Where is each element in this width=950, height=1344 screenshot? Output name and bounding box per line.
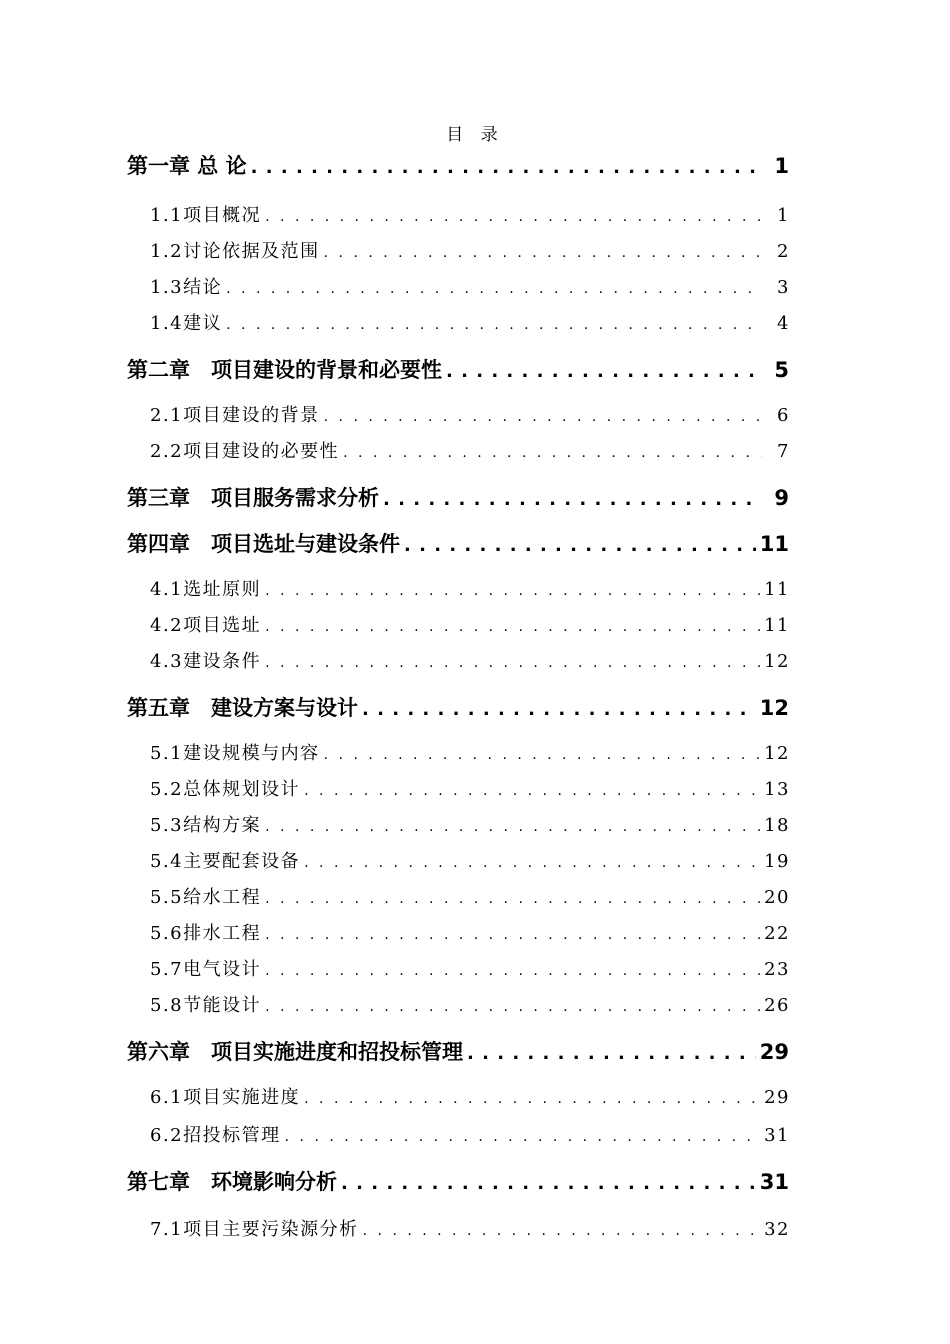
toc-section-5-5[interactable] [150, 883, 790, 909]
leader-dots [363, 1223, 760, 1239]
leader-dots [404, 535, 756, 556]
toc-label: 5.7电气设计 [150, 959, 262, 980]
toc-label: 第六章 项目实施进度和招投标管理 [127, 1040, 463, 1064]
leader-dots [265, 819, 760, 835]
toc-section-5-6[interactable] [150, 919, 790, 945]
toc-label: 1.2讨论依据及范围 [150, 241, 320, 262]
toc-page-number: 29 [764, 1087, 790, 1108]
toc-label: 5.8节能设计 [150, 995, 262, 1016]
toc-page-number: 5 [774, 358, 789, 382]
toc-section-5-8[interactable] [150, 991, 790, 1017]
leader-dots [265, 583, 760, 599]
toc-chapter-4[interactable] [127, 528, 789, 558]
toc-page-number: 4 [777, 313, 790, 334]
toc-section-6-1[interactable] [150, 1083, 790, 1109]
toc-page-number: 11 [759, 532, 789, 556]
toc-page-number: 31 [759, 1170, 789, 1194]
toc-label: 第七章 环境影响分析 [127, 1170, 337, 1194]
toc-section-2-1[interactable] [150, 401, 790, 427]
toc-section-1-3[interactable] [150, 273, 790, 299]
toc-page-number: 1 [777, 205, 790, 226]
toc-label: 第四章 项目选址与建设条件 [127, 532, 400, 556]
toc-label: 6.2招投标管理 [150, 1125, 281, 1146]
toc-label: 2.1项目建设的背景 [150, 405, 320, 426]
toc-section-5-2[interactable] [150, 775, 790, 801]
toc-chapter-2[interactable] [127, 354, 789, 384]
toc-label: 2.2项目建设的必要性 [150, 441, 340, 462]
leader-dots [343, 445, 762, 461]
leader-dots [285, 1129, 760, 1145]
toc-label: 5.5给水工程 [150, 887, 262, 908]
toc-section-4-1[interactable] [150, 575, 790, 601]
toc-label: 5.4主要配套设备 [150, 851, 301, 872]
toc-section-2-2[interactable] [150, 437, 790, 463]
toc-label: 6.1项目实施进度 [150, 1087, 301, 1108]
toc-label: 1.1项目概况 [150, 205, 262, 226]
toc-section-5-4[interactable] [150, 847, 790, 873]
leader-dots [362, 699, 756, 720]
toc-page-number: 9 [774, 486, 789, 510]
toc-page-number: 11 [764, 579, 790, 600]
toc-section-1-4[interactable] [150, 309, 790, 335]
toc-page-number: 13 [764, 779, 790, 800]
leader-dots [446, 361, 761, 382]
toc-page-number: 12 [764, 651, 790, 672]
leader-dots [265, 891, 760, 907]
toc-section-5-7[interactable] [150, 955, 790, 981]
toc-page-number: 19 [764, 851, 790, 872]
toc-section-5-3[interactable] [150, 811, 790, 837]
toc-page-number: 12 [764, 743, 790, 764]
toc-page-number: 31 [764, 1125, 790, 1146]
toc-page-number: 2 [777, 241, 790, 262]
leader-dots [251, 157, 761, 178]
leader-dots [304, 1091, 760, 1107]
leader-dots [324, 245, 762, 261]
toc-label: 4.1选址原则 [150, 579, 262, 600]
toc-label: 5.1建设规模与内容 [150, 743, 320, 764]
toc-page-number: 6 [777, 405, 790, 426]
leader-dots [265, 209, 762, 225]
leader-dots [265, 963, 760, 979]
toc-label: 5.6排水工程 [150, 923, 262, 944]
leader-dots [304, 783, 760, 799]
toc-chapter-3[interactable] [127, 482, 789, 512]
toc-section-6-2[interactable] [150, 1121, 790, 1147]
toc-page-number: 29 [759, 1040, 789, 1064]
toc-page-number: 3 [777, 277, 790, 298]
toc-chapter-5[interactable] [127, 692, 789, 722]
toc-section-4-2[interactable] [150, 611, 790, 637]
leader-dots [265, 619, 760, 635]
toc-section-1-1[interactable] [150, 201, 790, 227]
toc-label: 1.4建议 [150, 313, 223, 334]
toc-label: 5.2总体规划设计 [150, 779, 301, 800]
toc-page-number: 12 [759, 696, 789, 720]
leader-dots [341, 1173, 756, 1194]
toc-label: 第一章 总 论 [127, 154, 247, 178]
toc-page-number: 22 [764, 923, 790, 944]
toc-page-number: 1 [774, 154, 789, 178]
toc-title: 目 录 [446, 125, 504, 145]
leader-dots [265, 655, 760, 671]
leader-dots [383, 489, 761, 510]
toc-label: 4.3建设条件 [150, 651, 262, 672]
toc-page-number: 26 [764, 995, 790, 1016]
toc-section-5-1[interactable] [150, 739, 790, 765]
toc-label: 1.3结论 [150, 277, 223, 298]
toc-label: 第二章 项目建设的背景和必要性 [127, 358, 442, 382]
leader-dots [226, 281, 762, 297]
toc-chapter-7[interactable] [127, 1166, 789, 1196]
leader-dots [304, 855, 760, 871]
leader-dots [226, 317, 762, 333]
toc-section-1-2[interactable] [150, 237, 790, 263]
toc-section-7-1[interactable] [150, 1215, 790, 1241]
toc-chapter-1[interactable] [127, 150, 789, 180]
toc-page-number: 23 [764, 959, 790, 980]
toc-page-number: 11 [764, 615, 790, 636]
toc-label: 第三章 项目服务需求分析 [127, 486, 379, 510]
leader-dots [265, 927, 760, 943]
toc-page-number: 18 [764, 815, 790, 836]
toc-label: 7.1项目主要污染源分析 [150, 1219, 359, 1240]
toc-section-4-3[interactable] [150, 647, 790, 673]
toc-label: 5.3结构方案 [150, 815, 262, 836]
toc-label: 第五章 建设方案与设计 [127, 696, 358, 720]
leader-dots [467, 1043, 756, 1064]
toc-label: 4.2项目选址 [150, 615, 262, 636]
toc-chapter-6[interactable] [127, 1036, 789, 1066]
leader-dots [324, 409, 762, 425]
toc-page-number: 32 [764, 1219, 790, 1240]
leader-dots [265, 999, 760, 1015]
toc-page-number: 7 [777, 441, 790, 462]
leader-dots [324, 747, 760, 763]
toc-page-number: 20 [764, 887, 790, 908]
